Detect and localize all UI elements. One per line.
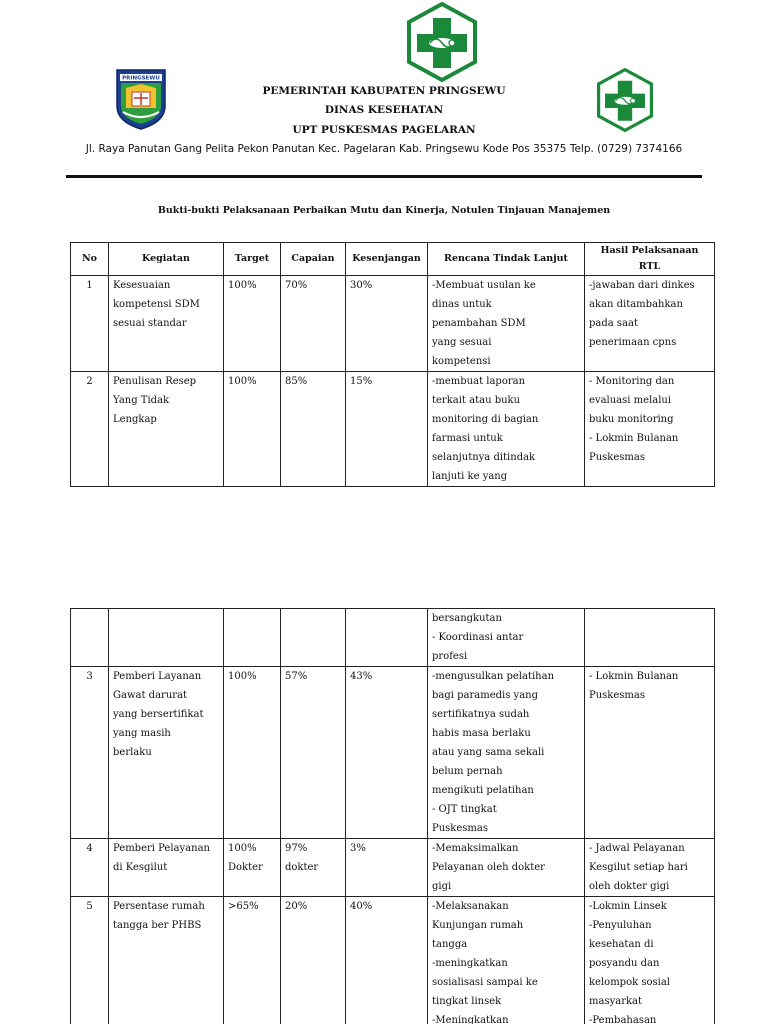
cell-no: 5 xyxy=(71,897,109,1024)
cell-line: -Penyuluhan xyxy=(589,920,652,931)
cell-line: sosialisasi sampai ke xyxy=(432,977,538,988)
cell-line: Puskesmas xyxy=(589,690,645,701)
header-government: PEMERINTAH KABUPATEN PRINGSEWU xyxy=(262,85,506,97)
cell-line: Puskesmas xyxy=(432,823,488,834)
cell-hasil xyxy=(585,276,715,372)
cell-capaian xyxy=(281,667,346,839)
cell-line: -Lokmin Linsek xyxy=(589,901,667,912)
cell-line: >65% xyxy=(228,901,259,912)
cell-capaian xyxy=(281,839,346,897)
cell-line: Kesesuaian xyxy=(113,280,171,291)
cell-line: gigi xyxy=(432,881,452,892)
cell-kegiatan xyxy=(109,667,224,839)
cell-capaian xyxy=(281,276,346,372)
cell-line: 70% xyxy=(285,280,308,291)
cell-kegiatan xyxy=(109,372,224,487)
cell-line: -membuat laporan xyxy=(432,376,526,387)
cell-line: pada saat xyxy=(589,318,638,329)
table-body-1 xyxy=(71,276,715,487)
header-no: No xyxy=(71,243,109,276)
cell-line: 43% xyxy=(350,671,373,682)
header-department: DINAS KESEHATAN xyxy=(324,104,444,116)
cell-line: 97% xyxy=(285,843,308,854)
cell-line: yang sesuai xyxy=(432,337,492,348)
cell-line: mengikuti pelatihan xyxy=(432,785,534,796)
cell-line: -jawaban dari dinkes xyxy=(589,280,695,291)
puskesmas-logo-right xyxy=(596,68,654,132)
cell-line: bagi paramedis yang xyxy=(432,690,539,701)
header-kesenjangan: Kesenjangan xyxy=(346,243,428,276)
cell-line: Puskesmas xyxy=(589,452,645,463)
cell-hasil xyxy=(585,667,715,839)
cell-line: - Lokmin Bulanan xyxy=(589,433,679,444)
cell-target xyxy=(224,839,281,897)
cell-rencana xyxy=(428,839,585,897)
cell-line: atau yang sama sekali xyxy=(432,747,545,758)
cell-line: dokter xyxy=(285,862,319,873)
cell-kegiatan xyxy=(109,276,224,372)
cell-line: belum pernah xyxy=(432,766,503,777)
cell-line: 30% xyxy=(350,280,373,291)
cell-line: kesehatan di xyxy=(589,939,654,950)
cell-line: habis masa berlaku xyxy=(432,728,531,739)
cell-line: 100% xyxy=(228,843,257,854)
cell-line: masyarkat xyxy=(589,996,643,1007)
table-row xyxy=(71,372,715,487)
cell-line: kompetensi xyxy=(432,356,491,367)
cell-kesenjangan xyxy=(346,839,428,897)
cell-line: 15% xyxy=(350,376,373,387)
cell-kesenjangan xyxy=(346,609,428,667)
cell-kegiatan xyxy=(109,839,224,897)
cell-line: tangga ber PHBS xyxy=(113,920,202,931)
cell-line: 57% xyxy=(285,671,308,682)
header-capaian: Capaian xyxy=(281,243,346,276)
cell-line: Yang Tidak xyxy=(113,395,170,406)
cell-hasil xyxy=(585,897,715,1024)
cell-line: tangga xyxy=(432,939,468,950)
header-hasil: Hasil Pelaksanaan RTL xyxy=(585,243,715,276)
cell-capaian xyxy=(281,372,346,487)
cell-line: - Koordinasi antar xyxy=(432,632,524,643)
cell-line: lanjuti ke yang xyxy=(432,471,508,482)
pringsewu-logo xyxy=(114,68,168,130)
cell-rencana xyxy=(428,609,585,667)
puskesmas-logo-center xyxy=(406,2,478,82)
cell-line: - Monitoring dan xyxy=(589,376,675,387)
cell-no: 3 xyxy=(71,667,109,839)
header-target: Target xyxy=(224,243,281,276)
cell-line: 100% xyxy=(228,280,257,291)
cell-hasil xyxy=(585,372,715,487)
cell-line: -Pembahasan xyxy=(589,1015,657,1024)
header-kegiatan: Kegiatan xyxy=(109,243,224,276)
cell-line: berlaku xyxy=(113,747,152,758)
cell-line: akan ditambahkan xyxy=(589,299,683,310)
cell-line: Kesgilut setiap hari xyxy=(589,862,688,873)
cell-line: penambahan SDM xyxy=(432,318,526,329)
cell-no xyxy=(71,609,109,667)
header-divider xyxy=(66,175,702,178)
header-address: Jl. Raya Panutan Gang Pelita Pekon Panutan Kec. Pagelaran Kab. Pringsewu Kode Pos 35375 Telp. (0729) 7374166 xyxy=(85,143,683,155)
cell-line: -Membuat usulan ke xyxy=(432,280,536,291)
cell-capaian xyxy=(281,897,346,1024)
cell-line: Persentase rumah xyxy=(113,901,205,912)
cell-line: - OJT tingkat xyxy=(432,804,497,815)
table-row xyxy=(71,276,715,372)
cell-line: Dokter xyxy=(228,862,263,873)
cell-line: kompetensi SDM xyxy=(113,299,200,310)
cell-target xyxy=(224,897,281,1024)
cell-line: profesi xyxy=(432,651,468,662)
cell-line: 100% xyxy=(228,671,257,682)
cell-line: 20% xyxy=(285,901,308,912)
cell-line: -mengusulkan pelatihan xyxy=(432,671,555,682)
cell-hasil xyxy=(585,609,715,667)
cell-line: evaluasi melalui xyxy=(589,395,672,406)
cell-line: buku monitoring xyxy=(589,414,674,425)
cell-kesenjangan xyxy=(346,372,428,487)
cell-line: -Melaksanakan xyxy=(432,901,509,912)
cell-kegiatan xyxy=(109,897,224,1024)
cell-line: Lengkap xyxy=(113,414,157,425)
cell-line: -meningkatkan xyxy=(432,958,508,969)
cell-kegiatan xyxy=(109,609,224,667)
cell-target xyxy=(224,609,281,667)
cell-rencana xyxy=(428,897,585,1024)
cell-kesenjangan xyxy=(346,667,428,839)
document-title: Bukti-bukti Pelaksanaan Perbaikan Mutu dan Kinerja, Notulen Tinjauan Manajemen xyxy=(157,205,611,216)
cell-no: 2 xyxy=(71,372,109,487)
cell-line: - Jadwal Pelayanan xyxy=(589,843,685,854)
cell-line: Pelayanan oleh dokter xyxy=(432,862,545,873)
cell-capaian xyxy=(281,609,346,667)
cell-target xyxy=(224,276,281,372)
header-institution: UPT PUSKESMAS PAGELARAN xyxy=(292,124,476,136)
cell-kesenjangan xyxy=(346,897,428,1024)
cell-line: dinas untuk xyxy=(432,299,492,310)
cell-line: di Kesgilut xyxy=(113,862,168,873)
table-row xyxy=(71,839,715,897)
cell-line: terkait atau buku xyxy=(432,395,521,406)
table-row xyxy=(71,609,715,667)
cell-line: Kunjungan rumah xyxy=(432,920,524,931)
cell-rencana xyxy=(428,372,585,487)
cell-no: 4 xyxy=(71,839,109,897)
cell-line: 3% xyxy=(350,843,366,854)
cell-line: Gawat darurat xyxy=(113,690,188,701)
cell-line: oleh dokter gigi xyxy=(589,881,670,892)
cell-line: sesuai standar xyxy=(113,318,187,329)
cell-line: sertifikatnya sudah xyxy=(432,709,530,720)
cell-line: bersangkutan xyxy=(432,613,502,624)
table-row xyxy=(71,897,715,1024)
cell-line: tingkat linsek xyxy=(432,996,502,1007)
cell-line: yang bersertifikat xyxy=(113,709,204,720)
cell-hasil xyxy=(585,839,715,897)
quality-table-part-1 xyxy=(70,242,715,487)
cell-line: 85% xyxy=(285,376,308,387)
cell-line: monitoring di bagian xyxy=(432,414,539,425)
cell-target xyxy=(224,667,281,839)
cell-target xyxy=(224,372,281,487)
cell-line: 100% xyxy=(228,376,257,387)
cell-line: penerimaan cpns xyxy=(589,337,677,348)
quality-table-part-2 xyxy=(70,608,715,1024)
table-body-2 xyxy=(71,609,715,1024)
table-row xyxy=(71,667,715,839)
cell-line: yang masih xyxy=(113,728,171,739)
logo-left-text: PRINGSEWU xyxy=(122,75,160,82)
cell-line: -Meningkatkan xyxy=(432,1015,509,1024)
cell-line: - Lokmin Bulanan xyxy=(589,671,679,682)
cell-line: -Memaksimalkan xyxy=(432,843,519,854)
cell-line: kelompok sosial xyxy=(589,977,670,988)
cell-line: farmasi untuk xyxy=(432,433,503,444)
cell-line: selanjutnya ditindak xyxy=(432,452,536,463)
cell-rencana xyxy=(428,667,585,839)
cell-line: posyandu dan xyxy=(589,958,660,969)
cell-line: Pemberi Layanan xyxy=(113,671,202,682)
cell-line: Pemberi Pelayanan xyxy=(113,843,210,854)
cell-kesenjangan xyxy=(346,276,428,372)
cell-line: 40% xyxy=(350,901,373,912)
cell-line: Penulisan Resep xyxy=(113,376,197,387)
cell-rencana xyxy=(428,276,585,372)
cell-no: 1 xyxy=(71,276,109,372)
header-rencana: Rencana Tindak Lanjut xyxy=(428,243,585,276)
